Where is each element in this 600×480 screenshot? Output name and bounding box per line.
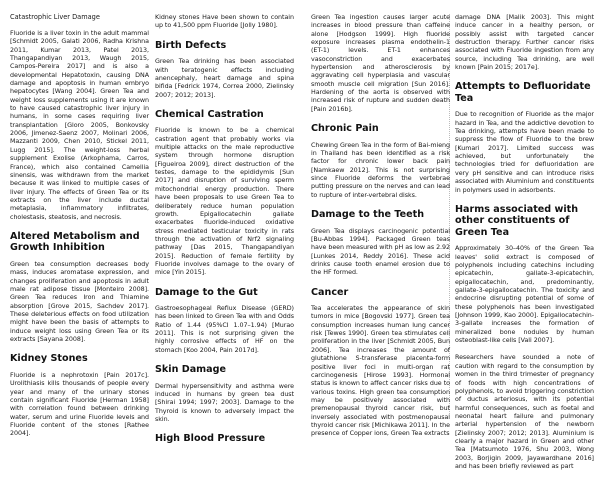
paragraph-cancer-cont: damage DNA [Malik 2003]. This might induce cancer in a healthy person, or possibly assist with targeted cancer destruction therapy. Further cancer risks associated with Fluoride ingestion from any source, including Tea drinking, are well known [Pain 2015; 2017e]. [455, 14, 594, 72]
paragraph-damage-teeth: Green Tea displays carcinogenic potential [Bu-Abbas 1994]. Packaged Green teas have been measured with pH as low as 2.92 [Lunkes 2014, Reddy 2016]. These acid drinks cause tooth enamel erosion due to the HF formed. [311, 227, 450, 277]
column-2 [155, 14, 294, 452]
paragraph-pregnancy-caution: Researchers have sounded a note of caution with regard to the consumption by women in the third trimester of pregnancy of foods with high concentrations of polyphenols, to avoid triggering constriction of ductus arteriosus, with its potential harmful consequences, such as foetal and neonatal heart failure and pulmonary arterial hypertension of the newborn [Zielinsky 2007; 2012; 2013]. Aluminium is clearly a major hazard in Green and other Tea [Matsumoto 1976, Shu 2003, Wong 2003, Borjigin 2009, Jayawardhane 2016] and has been briefly reviewed as part [455, 354, 594, 470]
heading-chronic-pain: Chronic Pain [311, 123, 379, 135]
heading-other-constituents: Harms associated with other constituents of Green Tea [455, 203, 579, 238]
paragraph-damage-gut: Gastroesophageal Reflux Disease (GERD) has been linked to Green Tea with and Odds Ratio of 1.44 (95%CI 1.07–1.94) [Murao 2011]. This is not surprising given the highly corrosive effects of HF on the stomach [Koo 2004, Pain 2017d]. [155, 305, 294, 354]
heading-kidney-stones: Kidney Stones [10, 353, 88, 365]
paragraph-skin-damage: Dermal hypersensitivity and asthma were induced in humans by green tea dust [Shirai 1994; 1997; 2003]. Damage to the Thyroid is known to adversely impact the skin. [155, 382, 294, 424]
heading-defluoridate-tea: Attempts to Defluoridate Tea [455, 81, 591, 104]
column-4 [455, 14, 594, 480]
paragraph-blood-pressure: Green Tea ingestion causes larger acute increases in blood pressure than caffeine alone [Hodgson 1999]. High fluoride exposure increases plasma endothelin-1 (ET-1) levels. ET-1 enhances vasoconstriction and exacerbates hypertension and atherosclerosis by aggravating cell hyperplasia and vascular smooth muscle cell migration [Sun 2016]. Hardening of the aorta is observed with increased risk of rupture and sudden death [Pain 2016b]. [311, 14, 450, 113]
paragraph-birth-defects: Green Tea drinking has been associated with teratogenic effects including anencephaly, heart damage and spina bifida [Fedrick 1974, Correa 2000, Zielinsky 2007; 2012; 2013]. [155, 58, 294, 99]
paragraph-kidney-stones-cont: Kidney stones Have been shown to contain up to 41,500 ppm Fluoride [Jolly 1980]. [155, 14, 294, 30]
paragraph-defluoridate-tea: Due to recognition of Fluoride as the major hazard in Tea, and the addictive devotion to Tea drinking, attempts have been made to suppress the flow of Fluoride to the brew [Kumari 2017]. Limited success was achieved, but unfortunately the technologies tried for defluoridation are very pH sensitive and can introduce risks associated with Aluminium and constituents in polymers used in adsorbents. [455, 111, 594, 194]
paragraph-cancer: Tea accelerates the appearance of skin tumors in mice [Bogovski 1977]. Green tea consumption increases human lung cancer risk [Tewes 1990]. Green tea stimulates cell proliferation in the liver [Schmidt 2005, Bun 2006]. Tea increases the amount of glutathione S-transferase placenta-form positive liver foci in multi-organ rat carcinogenesis [Hirose 1993]. Hormonal status is known to affect cancer risks due to various toxins. High green tea consumption may be positively associated with premenopausal thyroid cancer risk, but inversely associated with postmenopausal thyroid cancer risk [Michikawa 2011]. In the presence of Copper ions, Green Tea extracts [311, 305, 450, 438]
heading-skin-damage: Skin Damage [155, 364, 227, 376]
heading-high-blood-pressure: High Blood Pressure [155, 433, 266, 445]
column-3 [311, 14, 450, 448]
paragraph-kidney-stones: Fluoride is a nephrotoxin [Pain 2017c]. Urolithiasis kills thousands of people every year and many of the urinary stones contain significant Fluoride [Herman 1958] with correlation found between drinking water, serum and urine Fluoride levels and Fluoride content of the stones [Rathee 2004]. [10, 371, 149, 438]
paragraph-chronic-pain: Chewing Green Tea in the form of Bai-mieng in Thailand has been identified as a risk factor for chronic lower back pain [Namkaew 2012]. This is not surprising since Fluoride deforms the vertebrae putting pressure on the nerves and can lead to rupture of inter-vertebral disks. [311, 141, 450, 199]
section-title-liver-damage: Catastrophic Liver Damage [10, 13, 100, 21]
paragraph-chemical-castration: Fluoride is known to be a chemical castration agent that probably works via multiple attacks on the male reproductive system through hormone disruption [Figueiroa 2009], direct destruction of the testes, damage to the epididymis [Sun 2017] and disruption of surviving sperm mitochondrial energy production. There have been proposals to use Green Tea to deliberately reduce human population growth. Epigallocatechin gallate exacerbates fluoride-induced oxidative stress mediated testicular toxicity in rats through the activation of Nrf2 signaling pathway [Das 2015, Thangapandiyan 2015]. Reduction of female fertility by Fluoride involves damage to the ovary of mice [Yin 2015]. [155, 127, 294, 277]
heading-damage-gut: Damage to the Gut [155, 286, 258, 298]
heading-chemical-castration: Chemical Castration [155, 108, 264, 120]
column-1 [10, 13, 149, 448]
paragraph-liver-damage: Fluoride is a liver toxin in the adult mammal [Schmidt 2005, Galati 2006, Radha Krishna 2011, Kumar 2013, Patel 2013, Thangapandiyan 2013, Waugh 2015, Campos-Pereira 2017] and is also a developmental Hepatotoxin, causing DNA damage and apoptosis in human embryo hepatocytes [Wang 2004]. Green Tea and weight loss supplements using it are known to have caused catastrophic liver injury in humans, in some cases requiring liver transplantation [Gloro 2005, Bonkovsky 2006, Jimenez-Saenz 2007, Molinari 2006, Mazzanti 2009, Chen 2010, Stickel 2011, Lugg 2015]. The weight-loss herbal supplement Exolise (Arkophama, Carros, France), which also contained Camellia sinensis, was withdrawn from the market because it was linked to multiple cases of liver injury. The effects of Green Tea or its extracts on the liver include ductal metaplasia, inflammatory infiltrates, cholestasis, steatosis, and necrosis. [10, 30, 149, 221]
heading-altered-metabolism: Altered Metabolism and Growth Inhibition [10, 230, 140, 254]
heading-damage-teeth: Damage to the Teeth [311, 209, 425, 221]
paragraph-altered-metabolism: Green tea consumption decreases body mass, induces aromatase expression, and changes proliferation and apoptosis in adult male rat adipose tissue [Monteiro 2008]. Green Tea reduces Iron and Thiamine absorption [Grove 2015, Sachdev 2017]. These deleterious effects on food utilization might have been the basis of attempts to induce weight loss using Green Tea or its extracts [Sayana 2008]. [10, 260, 149, 343]
heading-cancer: Cancer [311, 286, 349, 298]
paragraph-polyphenols: Approximately 30–40% of the Green Tea leaves' solid extract is composed of polyphenols including catechins including epicatechin, gallate-3-epicatechin, epigallocatechin, and, predominantly, gallate-3-epigallocatechin. The toxicity and endocrine disrupting potential of some of these polyphenols has been investigated [Johnson 1999, Kao 2000]. Epigallocatechin-3-gallate increases the formation of mineralized bone nodules by human osteoblast-like cells [Vali 2007]. [455, 245, 594, 345]
heading-birth-defects: Birth Defects [155, 39, 227, 51]
